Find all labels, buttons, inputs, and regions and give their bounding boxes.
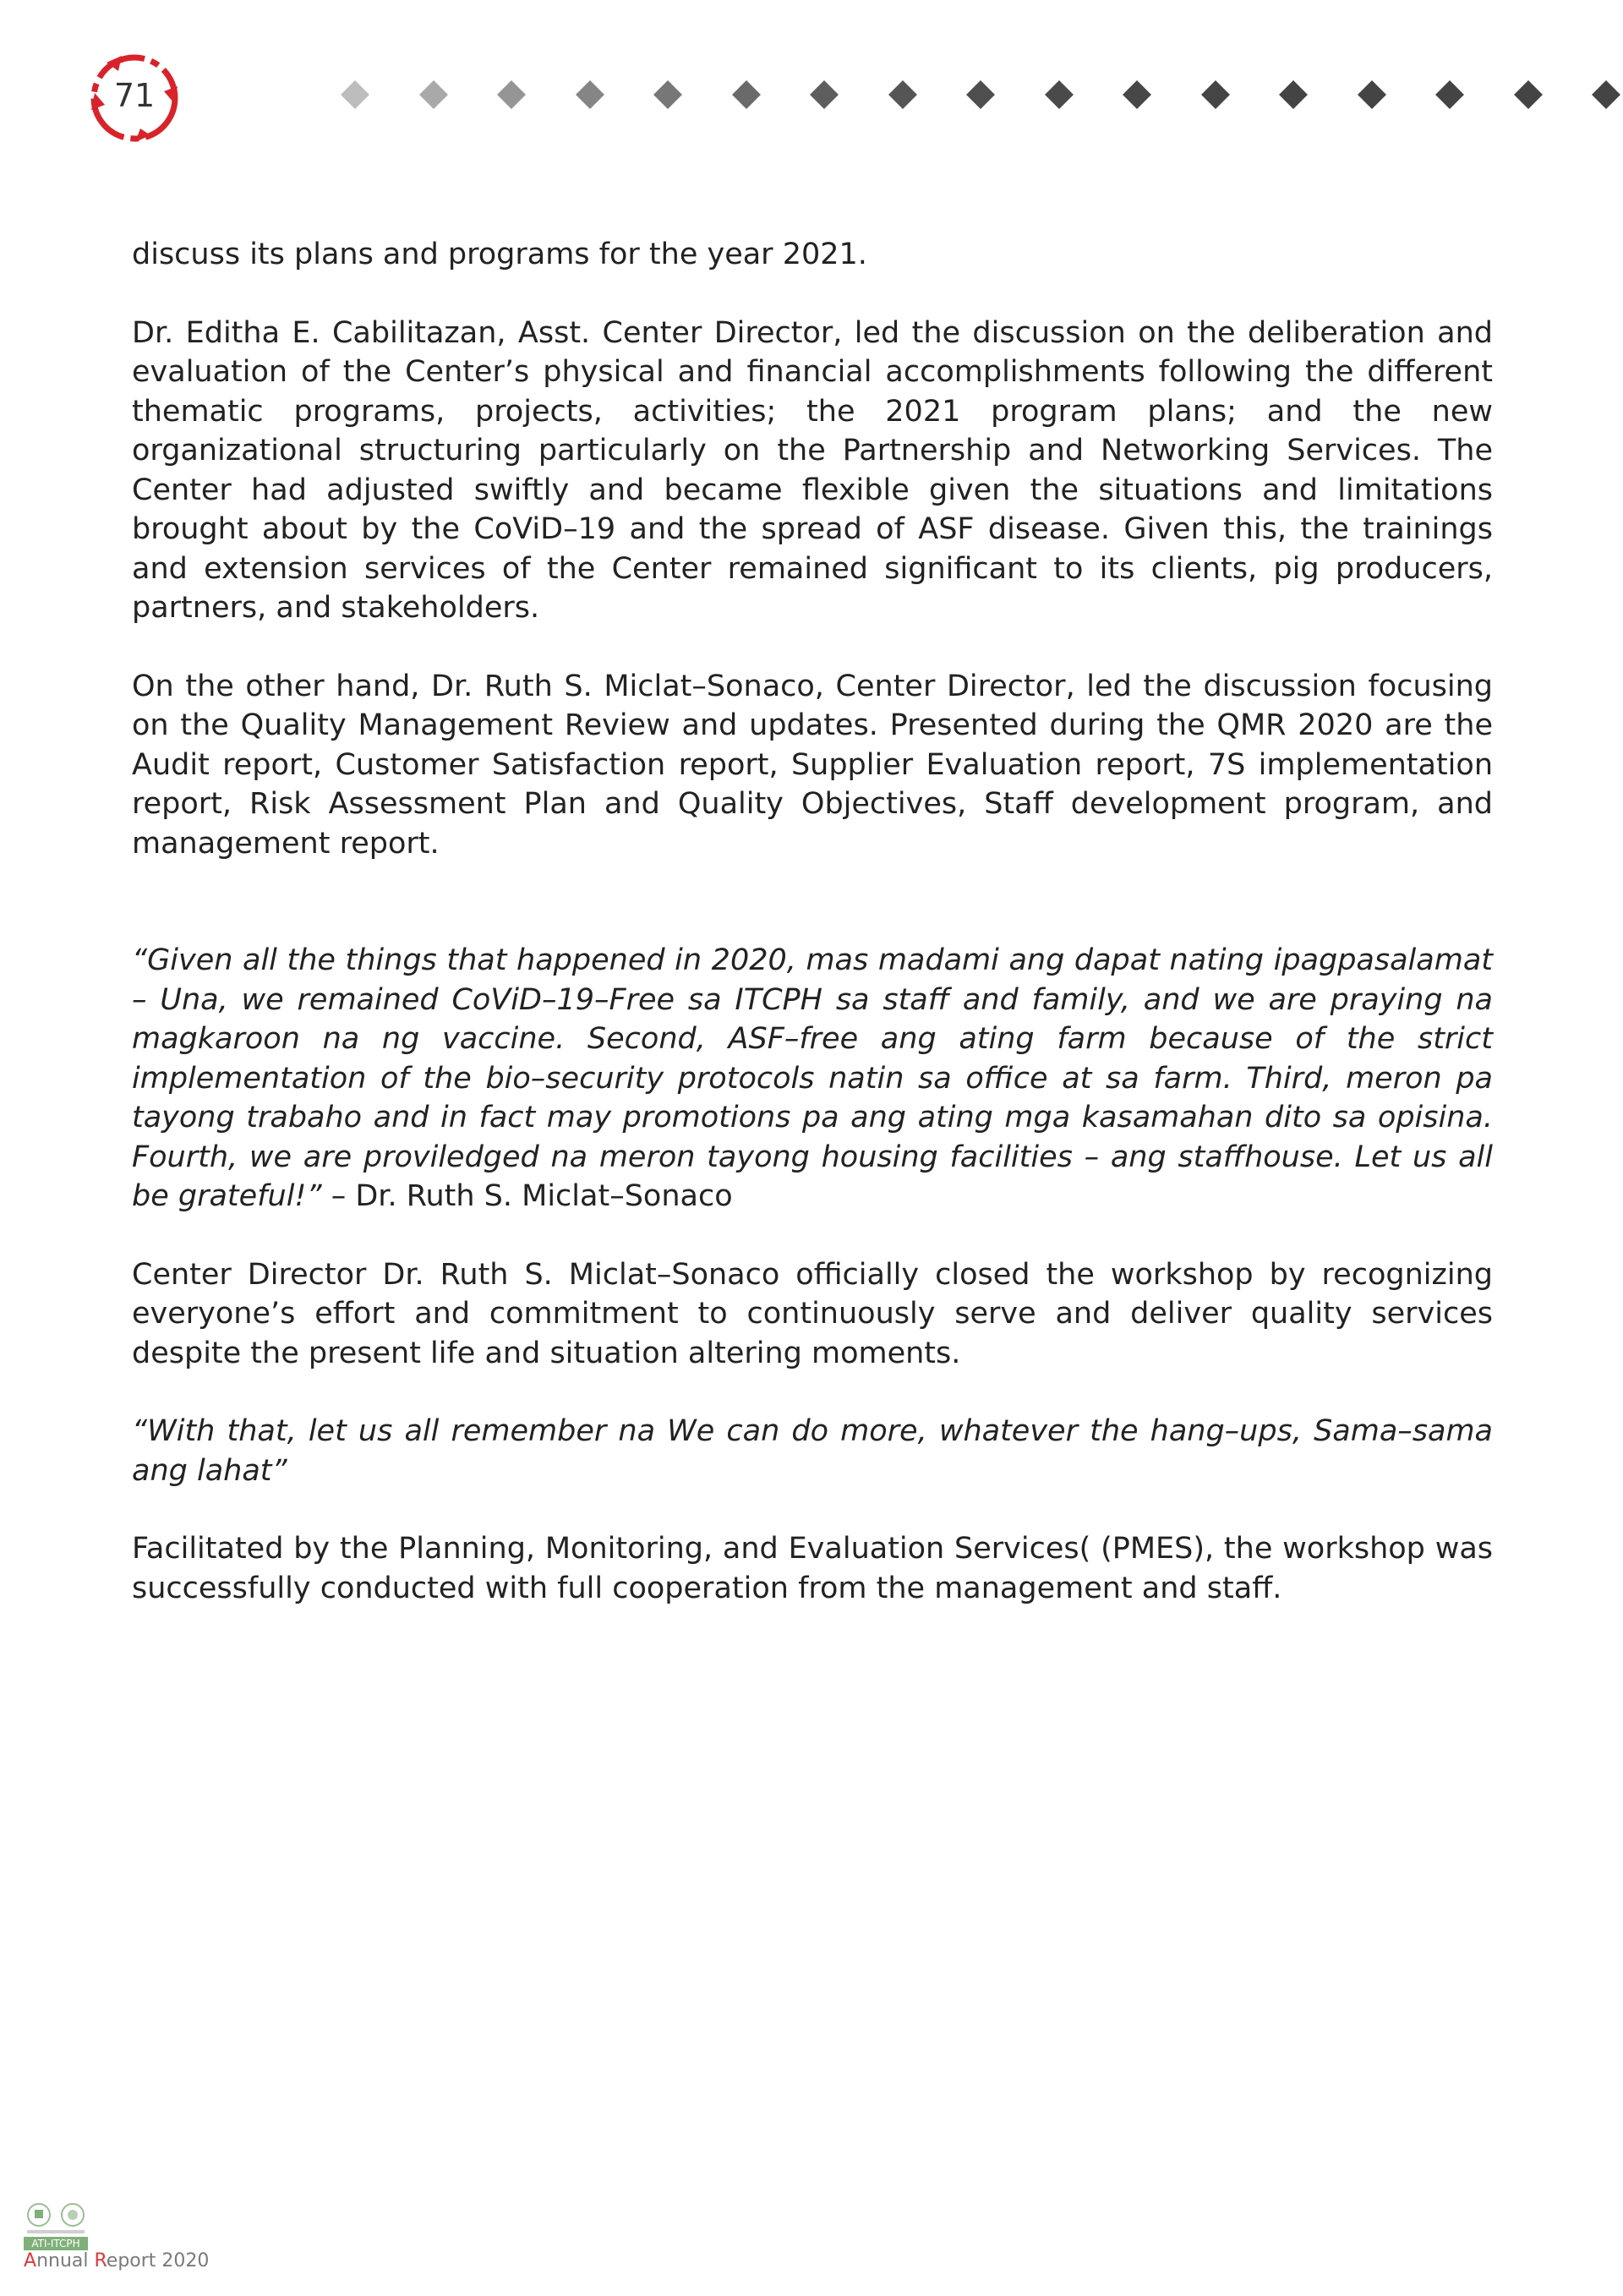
- diamond-icon: [888, 80, 917, 109]
- diamond-icon: [1045, 80, 1074, 109]
- diamond-icon: [1123, 80, 1151, 109]
- paragraph: Center Director Dr. Ruth S. Miclat–Sonaco officially closed the workshop by recognizing everyone’s effort and commitment to continuously serve and deliver quality services despite the present life and situation altering moments.: [132, 1257, 1493, 1370]
- diamond-icon: [1592, 80, 1620, 109]
- diamond-icon: [341, 80, 369, 109]
- diamond-icon: [653, 80, 682, 109]
- diamond-icon: [497, 80, 526, 109]
- page-number: 71: [113, 77, 156, 114]
- diamond-icon: [576, 80, 604, 109]
- diamond-icon: [1279, 80, 1308, 109]
- page-number-badge: [73, 47, 196, 147]
- paragraph: discuss its plans and programs for the year 2021.: [132, 238, 867, 271]
- diamond-icon: [1435, 80, 1464, 109]
- diamond-icon: [810, 80, 839, 109]
- footer-title: Annual Report 2020: [24, 2250, 210, 2271]
- quote-attribution: – Dr. Ruth S. Miclat–Sonaco: [321, 1179, 733, 1213]
- decorative-diamond-row: [338, 81, 1623, 115]
- diamond-icon: [419, 80, 448, 109]
- paragraph: Facilitated by the Planning, Monitoring, and Evaluation Services( (PMES), the workshop was successfully conducted with full cooperation from the management and staff.: [132, 1532, 1493, 1605]
- quote-text: “Given all the things that happened in 2020, mas madami ang dapat nating ipagpasalamat – Una, we remained CoViD–19–Free sa ITCPH sa staff and family, and we are praying na magkaroon na ng vaccine. Second, ASF–free ang ating farm because of the strict implementation of the bio–security protocols natin sa office at sa farm. Third, meron pa tayong trabaho and in fact may promotions pa ang ating mga kasamahan dito sa opisina. Fourth, we are proviledged na meron tayong housing facilities – ang staffhouse. Let us all be grateful!”: [132, 943, 1493, 1213]
- quote-paragraph: [132, 941, 1493, 1216]
- diamond-icon: [1358, 80, 1386, 109]
- article-body: [132, 235, 1493, 1608]
- paragraph: On the other hand, Dr. Ruth S. Miclat–Sonaco, Center Director, led the discussion focusing on the Quality Management Review and updates. Presented during the QMR 2020 are the Audit report, Customer Satisfaction report, Supplier Evaluation report, 7S implementation report, Risk Assessment Plan and Quality Objectives, Staff development program, and management report.: [132, 669, 1493, 861]
- paragraph: Dr. Editha E. Cabilitazan, Asst. Center Director, led the discussion on the deliberation and evaluation of the Center’s physical and financial accomplishments following the different thematic programs, projects, activities; the 2021 program plans; and the new organizational structuring particularly on the Partnership and Networking Services. The Center had adjusted swiftly and became flexible given the situations and limitations brought about by the CoViD–19 and the spread of ASF disease. Given this, the trainings and extension services of the Center remained significant to its clients, pig producers, partners, and stakeholders.: [132, 315, 1493, 625]
- ati-itcph-logo: [24, 2198, 88, 2254]
- logo-text: ATI-ITCPH: [31, 2238, 80, 2250]
- diamond-icon: [966, 80, 995, 109]
- quote-paragraph: “With that, let us all remember na We can do more, whatever the hang–ups, Sama–sama ang lahat”: [132, 1414, 1493, 1488]
- diamond-icon: [1514, 80, 1543, 109]
- diamond-icon: [1201, 80, 1230, 109]
- diamond-icon: [732, 80, 761, 109]
